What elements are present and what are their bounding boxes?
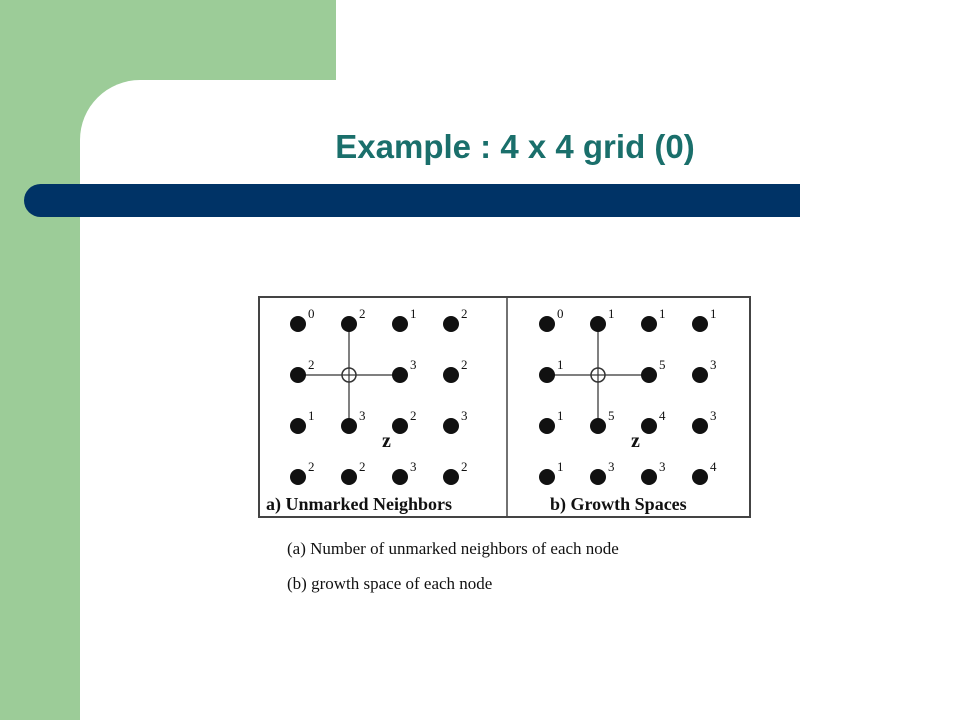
node-label: 4 [710,459,717,474]
node-label: 2 [410,408,417,423]
node-label: 3 [710,357,717,372]
grid-node [692,316,708,332]
grid-node [539,469,555,485]
panel-caption: a) Unmarked Neighbors [266,494,453,514]
grid-node [392,316,408,332]
grid-node [590,418,606,434]
node-label: 1 [557,357,564,372]
grid-node [692,367,708,383]
caption-a: (a) Number of unmarked neighbors of each node [287,539,619,558]
slide-title: Example : 4 x 4 grid (0) [335,128,695,165]
node-label: 4 [659,408,666,423]
grid-figure [258,296,752,518]
grid-node [590,469,606,485]
figure-frame [259,297,750,517]
grid-node [443,469,459,485]
node-label: 3 [659,459,666,474]
grid-node [392,469,408,485]
grid-node [539,418,555,434]
grid-node [641,418,657,434]
grid-node [443,316,459,332]
node-label: 0 [557,306,564,321]
grid-node [443,367,459,383]
grid-node [641,367,657,383]
node-label: 1 [308,408,315,423]
node-label: 2 [461,357,468,372]
grid-node [341,418,357,434]
node-label: 3 [359,408,366,423]
grid-node [290,469,306,485]
node-label: 3 [410,357,417,372]
node-label: 2 [308,357,315,372]
node-label: 5 [659,357,666,372]
grid-node [692,418,708,434]
grid-node [341,316,357,332]
node-label: 1 [557,459,564,474]
grid-node [590,316,606,332]
title-underline-bar [24,184,800,217]
node-label: 0 [308,306,315,321]
grid-node [290,316,306,332]
node-label: 1 [410,306,417,321]
node-label: 3 [608,459,615,474]
node-label: 1 [608,306,615,321]
grid-node [392,418,408,434]
node-label: 2 [461,306,468,321]
node-label: 2 [359,306,366,321]
panel-caption: b) Growth Spaces [550,494,687,514]
caption-b: (b) growth space of each node [287,574,493,593]
node-label: 3 [461,408,468,423]
node-label: 5 [608,408,615,423]
grid-node [443,418,459,434]
grid-node [641,316,657,332]
node-label: 1 [710,306,717,321]
node-label: 3 [410,459,417,474]
node-label: 1 [557,408,564,423]
node-label: 3 [710,408,717,423]
node-label: 2 [308,459,315,474]
grid-node [290,367,306,383]
grid-node [539,316,555,332]
grid-node [290,418,306,434]
node-label: 2 [359,459,366,474]
node-label: 2 [461,459,468,474]
grid-node [641,469,657,485]
grid-node [692,469,708,485]
node-label: 1 [659,306,666,321]
z-label: z [631,430,640,452]
grid-node [539,367,555,383]
z-label: z [382,430,391,452]
grid-node [392,367,408,383]
grid-node [341,469,357,485]
